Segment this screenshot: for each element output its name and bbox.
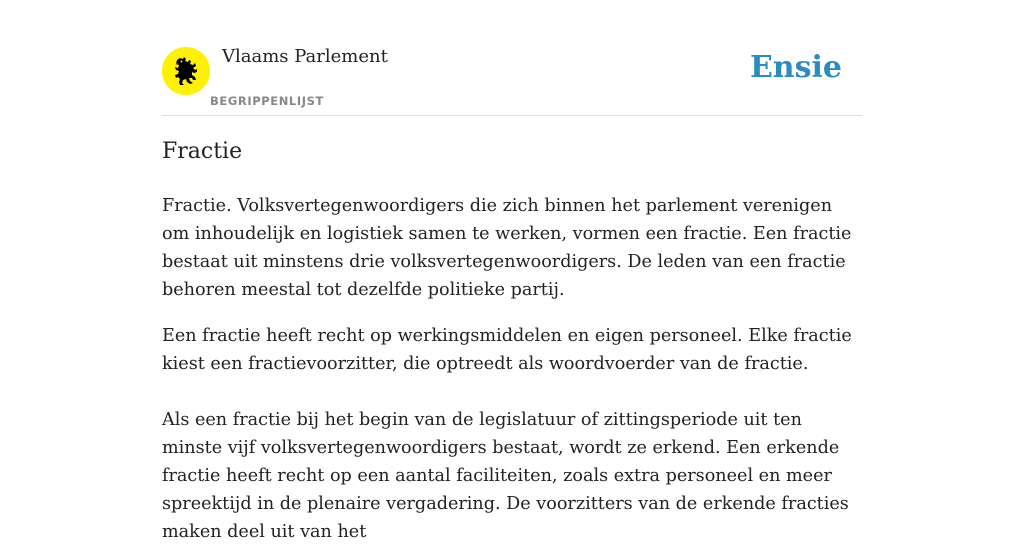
org-name[interactable]: Vlaams Parlement: [222, 46, 388, 67]
brand-logo[interactable]: Ensie: [749, 50, 842, 85]
flemish-lion-icon[interactable]: [162, 47, 210, 95]
page-title: Fractie: [162, 139, 243, 164]
section-label[interactable]: BEGRIPPENLIJST: [210, 94, 324, 108]
paragraph: Fractie. Volksvertegenwoordigers die zich binnen het parlement verenigen om inhoudelijk en logistiek samen te werken, vormen een fractie. Een fractie bestaat uit minstens drie volksvertegenwoordigers. De leden van een fractie behoren meestal tot dezelfde politieke partij.: [162, 196, 852, 300]
article-body: [162, 192, 862, 546]
paragraph: Als een fractie bij het begin van de legislatuur of zittingsperiode uit ten minste vijf volksvertegenwoordigers bestaat, wordt ze erkend. Een erkende fractie heeft recht op een aantal faciliteiten, zoals extra personeel en meer spreektijd in de plenaire vergadering. De voorzitters van de erkende fracties maken deel uit van het: [162, 410, 849, 542]
header: [162, 0, 862, 116]
paragraph: Een fractie heeft recht op werkingsmiddelen en eigen personeel. Elke fractie kiest een fractievoorzitter, die optreedt als woordvoerder van de fractie.: [162, 326, 852, 374]
page: [162, 0, 862, 542]
